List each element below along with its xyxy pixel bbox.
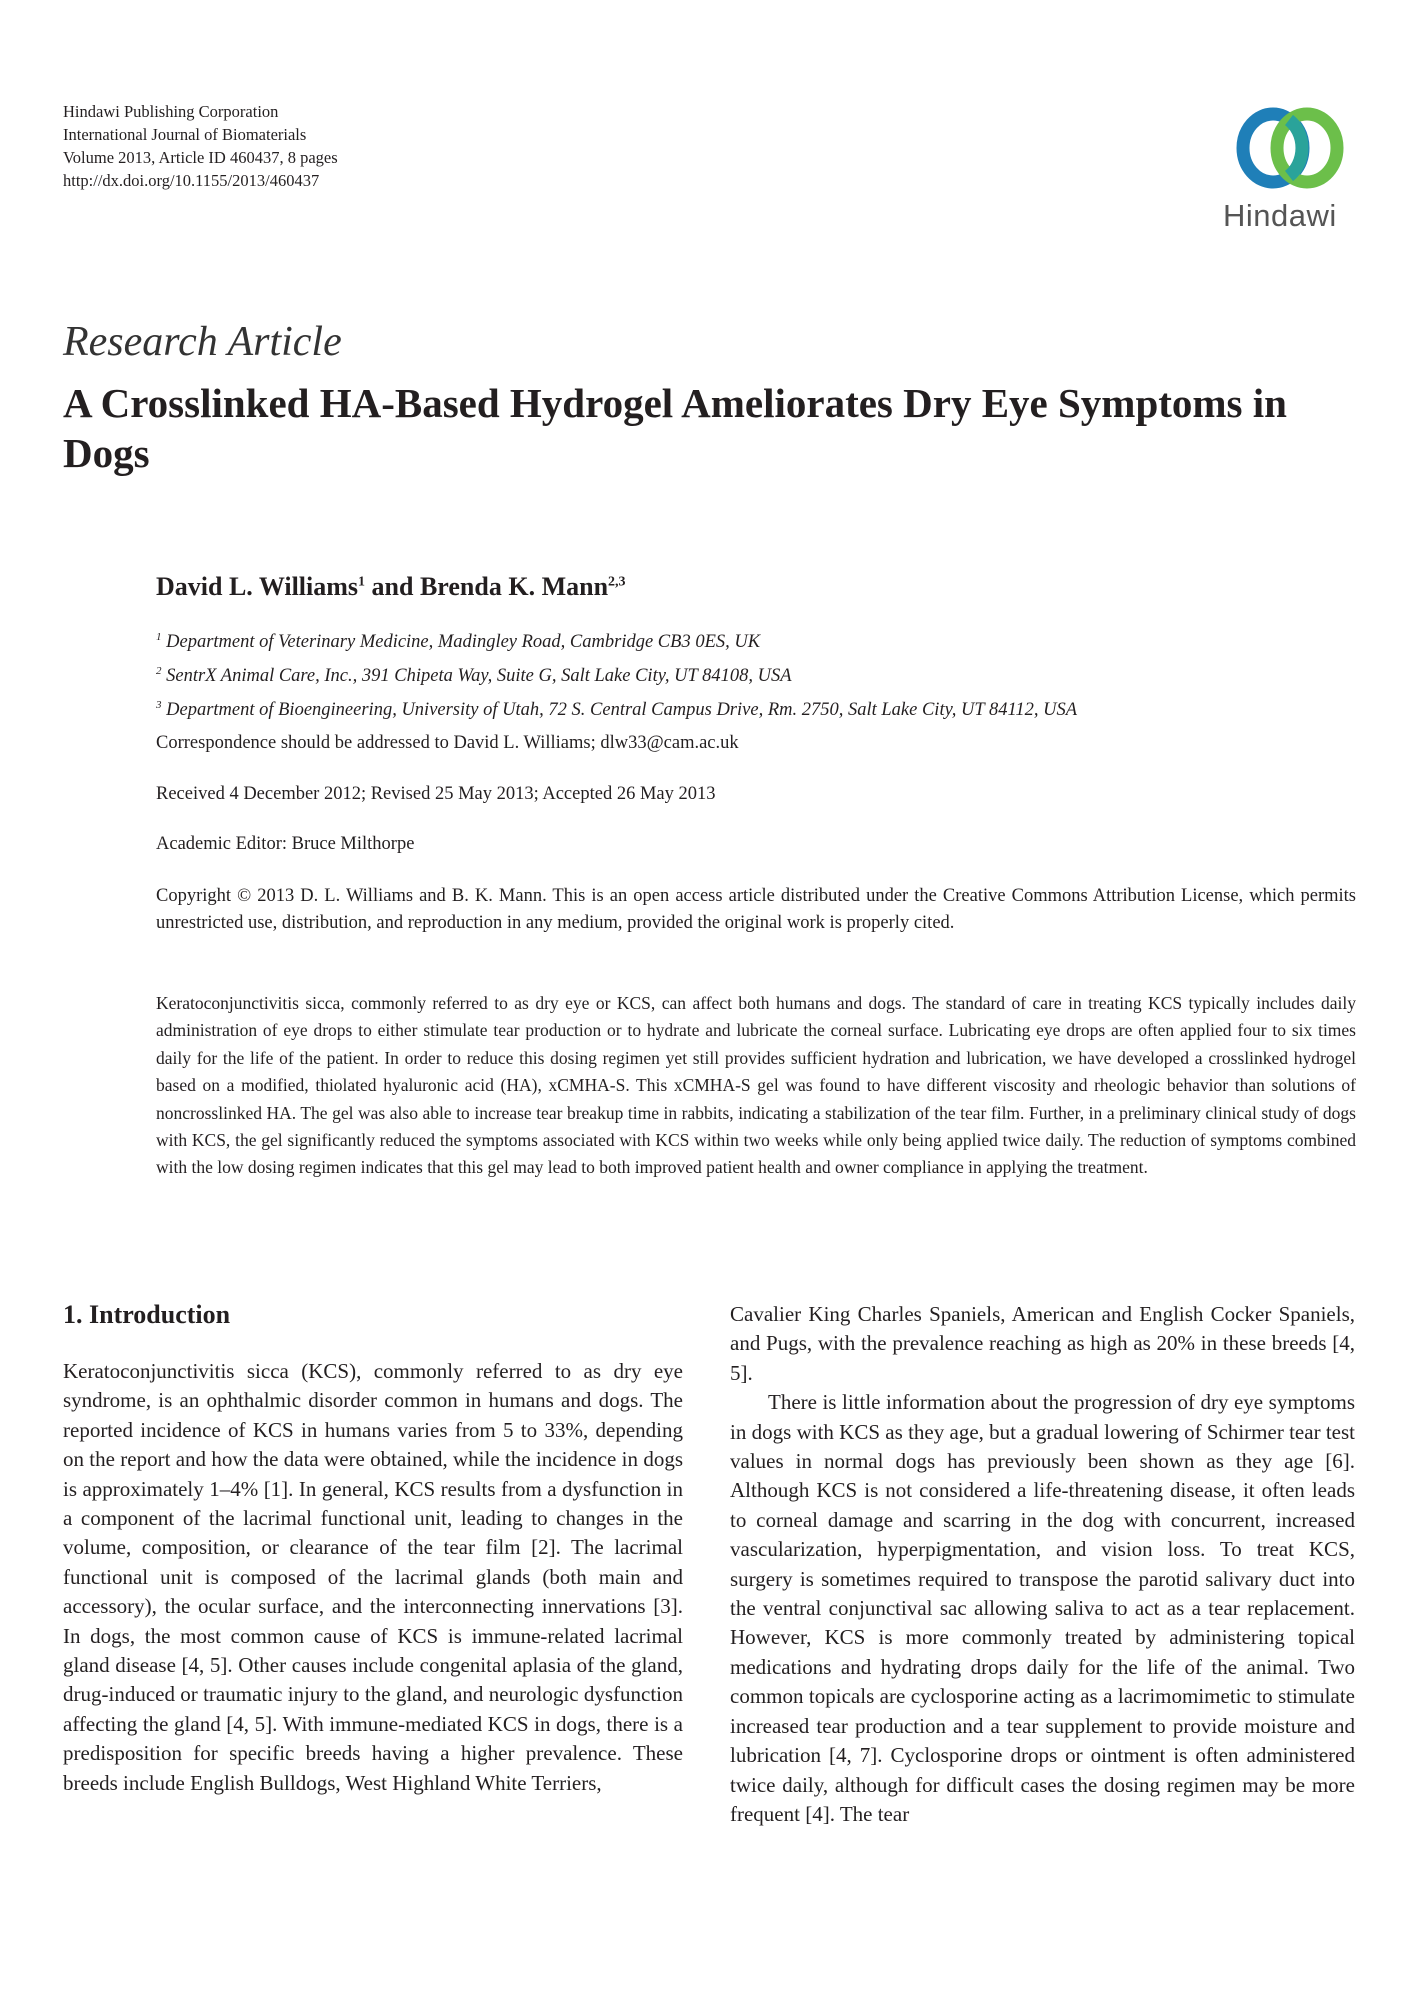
author-list [156, 572, 626, 602]
author-conjunction: and [365, 572, 420, 601]
abstract: Keratoconjunctivitis sicca, commonly referred to as dry eye or KCS, can affect both humans and dogs. The standard of care in treating KCS typically includes daily administration of eye drops to either stimulate tear production or to hydrate and lubricate the corneal surface. Lubricating eye drops are often applied four to six times daily for the life of the patient. In order to reduce this dosing regimen yet still provides sufficient hydration and lubrication, we have developed a crosslinked hydrogel based on a modified, thiolated hyaluronic acid (HA), xCMHA-S. This xCMHA-S gel was found to have different viscosity and rheologic behavior than solutions of noncrosslinked HA. The gel was also able to increase tear breakup time in rabbits, indicating a stabilization of the tear film. Further, in a preliminary clinical study of dogs with KCS, the gel significantly reduced the symptoms associated with KCS within two weeks while only being applied twice daily. The reduction of symptoms combined with the low dosing regimen indicates that this gel may lead to both improved patient health and owner compliance in applying the treatment. [156, 993, 1356, 1178]
affiliation-mark: 3 [156, 699, 162, 712]
affiliation-item [156, 691, 1077, 725]
academic-editor-line: Academic Editor: Bruce Milthorpe [156, 834, 415, 854]
left-column [63, 1357, 683, 1798]
paragraph: Keratoconjunctivitis sicca (KCS), commonly referred to as dry eye syndrome, is an ophthalmic disorder common in humans and dogs. The reported incidence of KCS in humans varies from 5 to 33%, depending on the report and how the data were obtained, while the incidence in dogs is approximately 1–4% [1]. In general, KCS results from a dysfunction in a component of the lacrimal functional unit, leading to changes in the volume, composition, or clearance of the tear film [2]. The lacrimal functional unit is composed of the lacrimal glands (both main and accessory), the ocular surface, and the interconnecting innervations [3]. In dogs, the most common cause of KCS is immune-related lacrimal gland disease [4, 5]. Other causes include congenital aplasia of the gland, drug-induced or traumatic injury to the gland, and neurologic dysfunction affecting the gland [4, 5]. With immune-mediated KCS in dogs, there is a predisposition for specific breeds having a higher prevalence. These breeds include English Bulldogs, West Highland White Terriers, [63, 1359, 683, 1795]
article-type: Research Article [63, 319, 342, 365]
affiliation-item [156, 623, 1077, 657]
hindawi-logo [1215, 100, 1365, 235]
affiliation-text: Department of Bioengineering, University of Utah, 72 S. Central Campus Drive, Rm. 2750, Salt Lake City, UT 84112, USA [166, 700, 1078, 721]
author-name: Brenda K. Mann [419, 572, 609, 601]
right-column [730, 1300, 1355, 1829]
doi-link[interactable]: http://dx.doi.org/10.1155/2013/460437 [63, 171, 320, 190]
author-affiliation-mark: 2,3 [608, 574, 626, 590]
section-heading-introduction: 1. Introduction [63, 1300, 231, 1329]
logo-wordmark: Hindawi [1223, 198, 1337, 233]
correspondence-line: Correspondence should be addressed to David L. Williams; dlw33@cam.ac.uk [156, 733, 739, 753]
hindawi-rings-icon [1215, 100, 1365, 200]
author-name: David L. Williams [156, 572, 359, 601]
journal-header [63, 100, 338, 192]
affiliation-mark: 1 [156, 631, 162, 643]
journal-name: International Journal of Biomaterials [63, 125, 307, 144]
affiliation-item [156, 657, 1077, 691]
affiliation-text: Department of Veterinary Medicine, Madingley Road, Cambridge CB3 0ES, UK [166, 632, 761, 653]
paragraph: Cavalier King Charles Spaniels, American and English Cocker Spaniels, and Pugs, with the prevalence reaching as high as 20% in these breeds [4, 5]. [730, 1302, 1355, 1385]
affiliation-list [156, 623, 1077, 725]
publisher-name: Hindawi Publishing Corporation [63, 102, 279, 121]
dates-line: Received 4 December 2012; Revised 25 May 2013; Accepted 26 May 2013 [156, 784, 716, 804]
copyright-notice: Copyright © 2013 D. L. Williams and B. K. Mann. This is an open access article distributed under the Creative Commons Attribution License, which permits unrestricted use, distribution, and reproduction in any medium, provided the original work is properly cited. [156, 886, 1356, 933]
paragraph: There is little information about the progression of dry eye symptoms in dogs with KCS as they age, but a gradual lowering of Schirmer tear test values in normal dogs has previously been shown as they age [6]. Although KCS is not considered a life-threatening disease, it often leads to corneal damage and scarring in the dog with concurrent, increased vascularization, hyperpigmentation, and vision loss. To treat KCS, surgery is sometimes required to transpose the parotid salivary duct into the ventral conjunctival sac allowing saliva to act as a tear replacement. However, KCS is more commonly treated by administering topical medications and hydrating drops daily for the life of the animal. Two common topicals are cyclosporine acting as a lacrimomimetic to stimulate increased tear production and a tear supplement to provide moisture and lubrication [4, 7]. Cyclosporine drops or ointment is often administered twice daily, although for difficult cases the dosing regimen may be more frequent [4]. The tear [730, 1390, 1355, 1826]
affiliation-mark: 2 [156, 665, 162, 678]
affiliation-text: SentrX Animal Care, Inc., 391 Chipeta Way, Suite G, Salt Lake City, UT 84108, USA [166, 666, 792, 687]
author-affiliation-mark: 1 [358, 574, 366, 590]
article-title: A Crosslinked HA-Based Hydrogel Ameliorates Dry Eye Symptoms in Dogs [63, 380, 1287, 476]
volume-info: Volume 2013, Article ID 460437, 8 pages [63, 148, 338, 167]
